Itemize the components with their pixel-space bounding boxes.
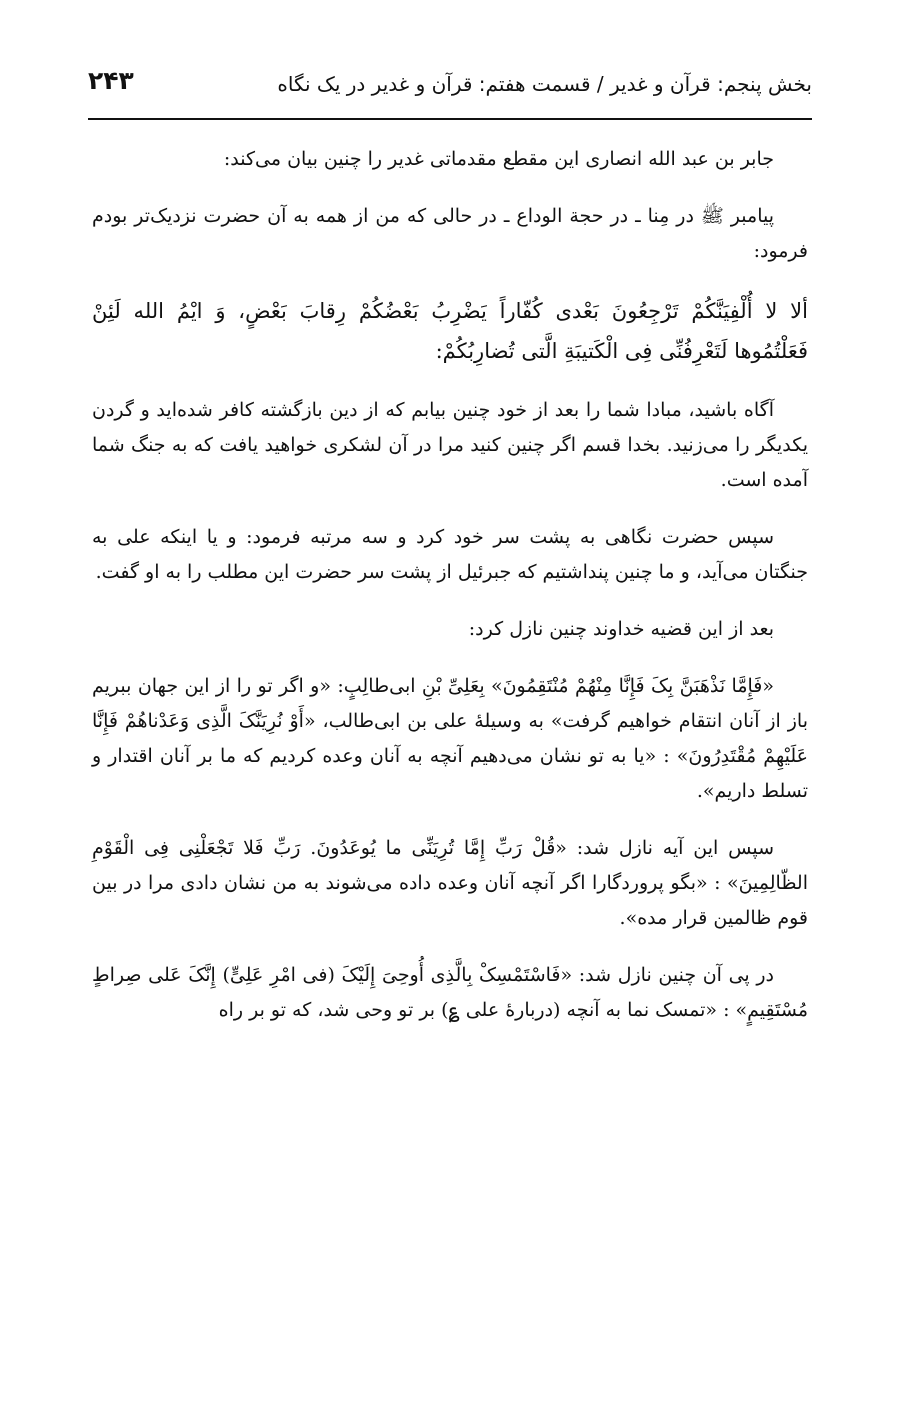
paragraph: در پی آن چنین نازل شد: «فَاسْتَمْسِکْ بِالَّذِی أُوحِیَ إِلَیْکَ (فی امْرِ عَلِیٍّ) إِنَّکَ عَلی صِراطٍ مُسْتَقِیمٍ» : «تمسک نما به آنچه (دربارهٔ علی ؏) بر تو وحی شد، که تو بر راه: [92, 964, 808, 1021]
page-header: [88, 62, 812, 114]
paragraph: سپس حضرت نگاهی به پشت سر خود کرد و سه مرتبه فرمود: و یا اینکه علی به جنگتان می‌آید، و ما چنین پنداشتیم که جبرئیل از پشت سر حضرت این مطلب را به او گفت.: [92, 526, 808, 583]
paragraph: بعد از این قضیه خداوند چنین نازل کرد:: [468, 618, 774, 640]
paragraph: سپس این آیه نازل شد: «قُلْ رَبِّ إِمَّا تُرِیَنِّی ما یُوعَدُونَ. رَبِّ فَلا تَجْعَلْنِی فِی الْقَوْمِ الظّالِمِینَ» : «بگو پروردگارا اگر آنچه آنان وعده داده می‌شوند به من نشان دادی مرا در بین قوم ظالمین قرار مده».: [92, 837, 808, 929]
page-number: ۲۴۳: [88, 66, 134, 95]
hadith-arabic-quote: ألا لا أُلْفِیَنَّكُمْ تَرْجِعُونَ بَعْدی کُفّاراً یَضْرِبُ بَعْضُكُمْ رِقابَ بَعْضٍ، وَ ایْمُ الله لَئِنْ فَعَلْتُمُوها لَتَعْرِفُنِّی فِی الْكَتیبَةِ الَّتی تُضارِبُكُمْ:: [92, 299, 808, 363]
paragraph: «فَإِمَّا نَذْهَبَنَّ بِکَ فَإِنَّا مِنْهُمْ مُنْتَقِمُونَ» بِعَلِیِّ بْنِ ابی‌طالِبٍ: «و اگر تو را از این جهان ببریم باز از آنان انتقام خواهیم گرفت» به وسیلهٔ علی بن ابی‌طالب، «أَوْ نُرِیَنَّکَ الَّذِی وَعَدْناهُمْ فَإِنَّا عَلَیْهِمْ مُقْتَدِرُونَ» : «یا به تو نشان می‌دهیم آنچه به آنان وعده کردیم که ما بر آنان اقتدار و تسلط داریم».: [92, 675, 808, 802]
paragraph: جابر بن عبد الله انصاری این مقطع مقدماتی غدیر را چنین بیان می‌کند:: [223, 148, 774, 170]
running-title: بخش پنجم: قرآن و غدیر / قسمت هفتم: قرآن و غدیر در یک نگاه: [277, 72, 812, 96]
header-rule: [88, 118, 812, 120]
paragraph: آگاه باشید، مبادا شما را بعد از خود چنین بیابم که از دین بازگشته کافر شده‌اید و گردن یکدیگر را می‌زنید. بخدا قسم اگر چنین کنید مرا در آن لشکری خواهید یافت که به جنگ شما آمده است.: [92, 399, 808, 491]
paragraph: پیامبر ﷺ در مِنا ـ در حجة الوداع ـ در حالی که من از همه به آن حضرت نزدیک‌تر بودم فرمود:: [92, 205, 808, 262]
body-text: [92, 142, 808, 1050]
